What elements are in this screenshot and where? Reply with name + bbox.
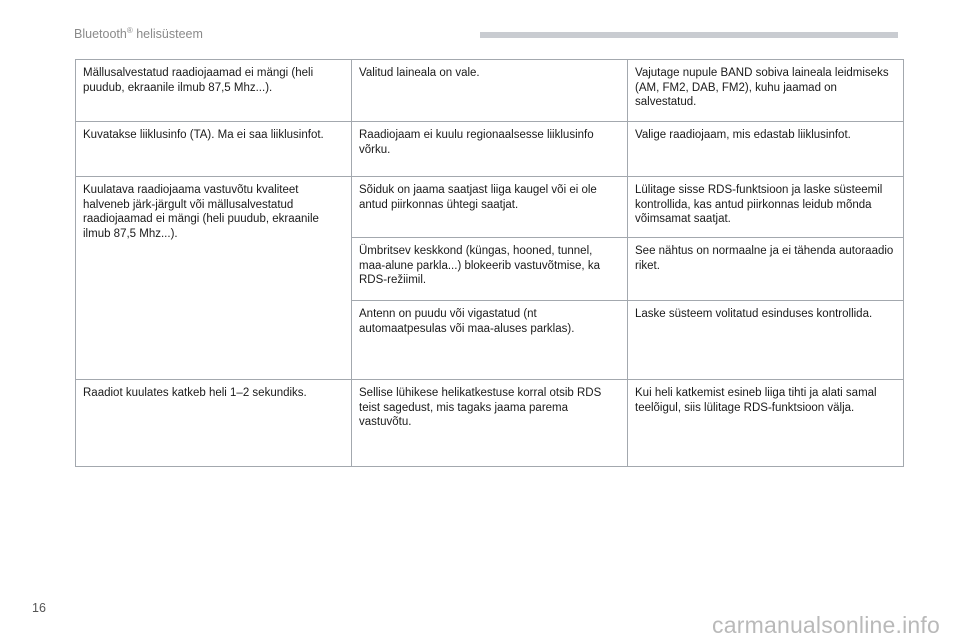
page-header bbox=[74, 26, 203, 41]
cause-cell: Sellise lühikese helikatkestuse korral otsib RDS teist sagedust, mis tagaks jaama parema vastuvõtu. bbox=[352, 380, 628, 467]
header-title-rest: helisüsteem bbox=[132, 27, 203, 42]
table-row bbox=[76, 380, 904, 467]
cause-cell: Sõiduk on jaama saatjast liiga kaugel või ei ole antud piirkonnas ühtegi saatjat. bbox=[352, 177, 628, 238]
header-title-main: Bluetooth bbox=[74, 27, 127, 42]
page-number: 16 bbox=[32, 601, 46, 615]
problem-cell: Mällusalvestatud raadiojaamad ei mängi (heli puudub, ekraanile ilmub 87,5 Mhz...). bbox=[76, 60, 352, 122]
solution-cell: Valige raadiojaam, mis edastab liiklusinfot. bbox=[628, 122, 904, 177]
solution-cell: See nähtus on normaalne ja ei tähenda autoraadio riket. bbox=[628, 238, 904, 301]
problem-cell: Raadiot kuulates katkeb heli 1–2 sekundiks. bbox=[76, 380, 352, 467]
cause-cell: Antenn on puudu või vigastatud (nt automaatpesulas või maa-aluses parklas). bbox=[352, 301, 628, 380]
problem-cell: Kuulatava raadiojaama vastuvõtu kvaliteet halveneb järk-järgult või mällusalvestatud raadiojaamad ei mängi (heli puudub, ekraanile ilmub 87,5 Mhz...). bbox=[76, 177, 352, 380]
cause-cell: Ümbritsev keskkond (küngas, hooned, tunnel, maa-alune parkla...) blokeerib vastuvõtmise, ka RDS-režiimil. bbox=[352, 238, 628, 301]
solution-cell: Kui heli katkemist esineb liiga tihti ja alati samal teelõigul, siis lülitage RDS-funktsioon välja. bbox=[628, 380, 904, 467]
watermark: carmanualsonline.info bbox=[712, 612, 940, 638]
solution-cell: Laske süsteem volitatud esinduses kontrollida. bbox=[628, 301, 904, 380]
solution-cell: Lülitage sisse RDS-funktsioon ja laske süsteemil kontrollida, kas antud piirkonnas leidub mõnda võimsamat saatjat. bbox=[628, 177, 904, 238]
cause-cell: Raadiojaam ei kuulu regionaalsesse liiklusinfo võrku. bbox=[352, 122, 628, 177]
table-row bbox=[76, 122, 904, 177]
solution-cell: Vajutage nupule BAND sobiva laineala leidmiseks (AM, FM2, DAB, FM2), kuhu jaamad on salvestatud. bbox=[628, 60, 904, 122]
problem-cell: Kuvatakse liiklusinfo (TA). Ma ei saa liiklusinfot. bbox=[76, 122, 352, 177]
table-row bbox=[76, 177, 904, 238]
header-rule bbox=[480, 32, 898, 38]
registered-mark: ® bbox=[126, 26, 133, 35]
troubleshooting-table bbox=[75, 59, 904, 467]
table-row bbox=[76, 60, 904, 122]
cause-cell: Valitud laineala on vale. bbox=[352, 60, 628, 122]
